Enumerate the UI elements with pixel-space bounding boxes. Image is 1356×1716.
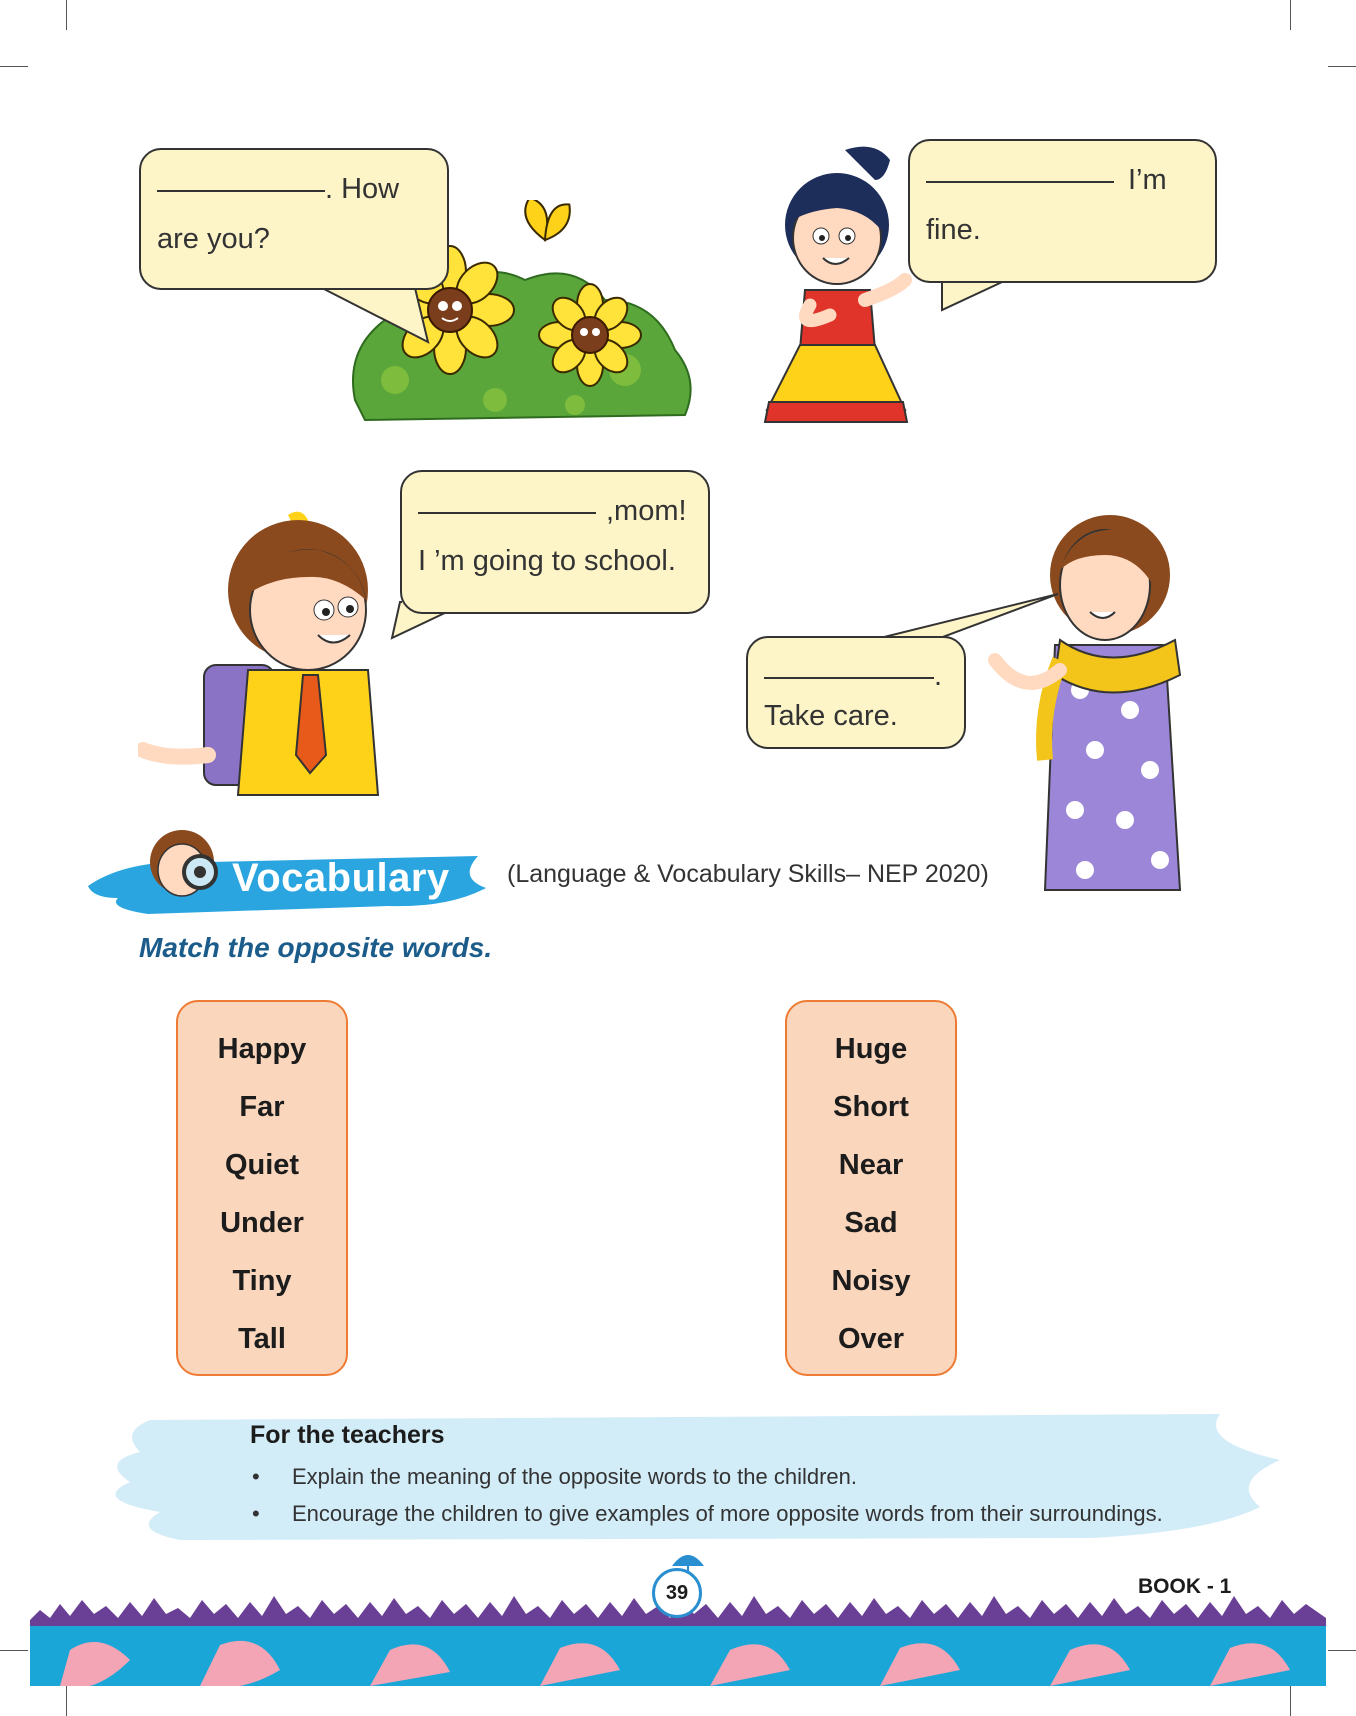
bubble-tail bbox=[320, 286, 430, 346]
bubble-tail bbox=[860, 590, 1060, 640]
crop-mark bbox=[66, 1686, 67, 1716]
bullet-icon: • bbox=[252, 1464, 260, 1489]
answer-blank[interactable] bbox=[926, 180, 1114, 183]
crop-mark bbox=[1290, 1686, 1291, 1716]
crop-mark bbox=[1328, 66, 1356, 67]
teachers-note-item: • Explain the meaning of the opposite words to the children. bbox=[250, 1458, 1163, 1495]
crop-mark bbox=[1290, 0, 1291, 30]
crop-mark bbox=[0, 66, 28, 67]
right-word[interactable]: Sad bbox=[844, 1207, 898, 1239]
bullet-icon: • bbox=[252, 1501, 260, 1526]
left-word[interactable]: Tall bbox=[238, 1323, 286, 1355]
left-word[interactable]: Quiet bbox=[224, 1149, 300, 1181]
crop-mark bbox=[66, 0, 67, 30]
vocabulary-subtitle: (Language & Vocabulary Skills– NEP 2020) bbox=[507, 860, 989, 888]
crop-mark bbox=[1328, 1650, 1356, 1651]
left-word-list bbox=[176, 1000, 348, 1376]
magnifying-glass-girl-icon bbox=[142, 820, 232, 910]
teachers-note-title: For the teachers bbox=[250, 1421, 445, 1449]
teachers-note-list bbox=[250, 1458, 1163, 1532]
crop-mark bbox=[0, 1650, 28, 1651]
right-word[interactable]: Noisy bbox=[831, 1265, 911, 1297]
left-word[interactable]: Tiny bbox=[232, 1265, 292, 1297]
child-with-schoolbag-illustration bbox=[138, 505, 398, 810]
mother-illustration bbox=[965, 500, 1235, 900]
answer-blank[interactable] bbox=[157, 189, 325, 192]
speech-bubble-greeting: . How are you? bbox=[139, 148, 449, 290]
teachers-note-item: • Encourage the children to give examples of more opposite words from their surroundings. bbox=[250, 1495, 1163, 1532]
left-word[interactable]: Under bbox=[220, 1207, 304, 1239]
right-word[interactable]: Near bbox=[838, 1149, 904, 1181]
right-word[interactable]: Huge bbox=[834, 1033, 908, 1065]
speech-bubble-take-care: . Take care. bbox=[746, 636, 966, 749]
book-label: BOOK - 1 bbox=[1138, 1575, 1232, 1598]
right-word[interactable]: Over bbox=[837, 1323, 905, 1355]
vocabulary-title: Vocabulary bbox=[232, 856, 450, 900]
left-word[interactable]: Happy bbox=[217, 1033, 307, 1065]
speech-bubble-reply: I’m fine. bbox=[908, 139, 1217, 283]
answer-blank[interactable] bbox=[418, 511, 596, 514]
right-word-list bbox=[785, 1000, 957, 1376]
match-instruction: Match the opposite words. bbox=[139, 932, 493, 963]
right-word[interactable]: Short bbox=[833, 1091, 909, 1123]
left-word[interactable]: Far bbox=[239, 1091, 285, 1123]
speech-bubble-goodbye: ,mom! I ’m going to school. bbox=[400, 470, 710, 614]
answer-blank[interactable] bbox=[764, 676, 934, 679]
page-number: 39 bbox=[652, 1568, 702, 1618]
